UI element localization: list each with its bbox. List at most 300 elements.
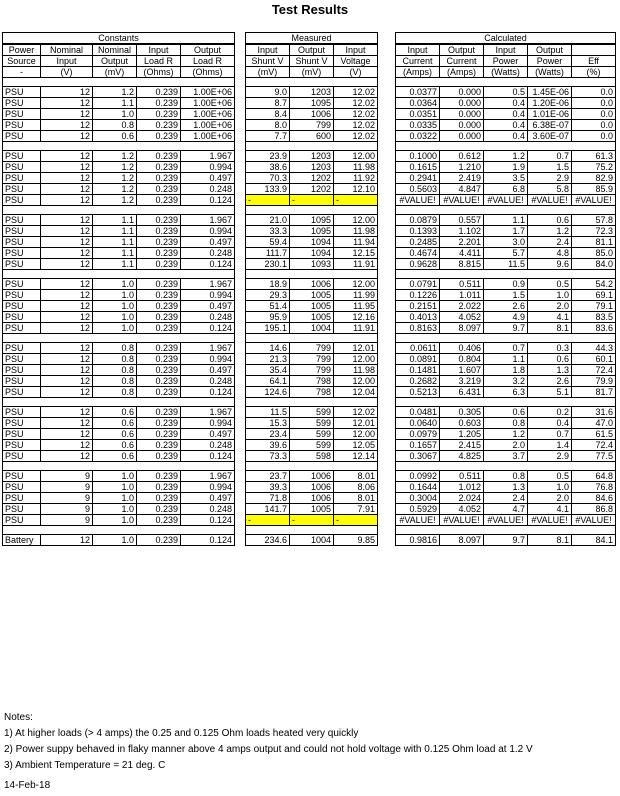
table-row [3, 376, 235, 387]
table-row [246, 515, 378, 526]
table-cell: PSU [3, 131, 41, 142]
table-row [396, 109, 616, 120]
table-row [396, 407, 616, 418]
table-cell: 1.2 [93, 195, 137, 206]
table-cell: 0.994 [181, 482, 235, 493]
table-cell: 12 [41, 173, 93, 184]
table-cell: 0.4 [484, 109, 528, 120]
table-cell: 12 [41, 259, 93, 270]
table-row [3, 301, 235, 312]
table-cell: 0.804 [440, 354, 484, 365]
table-cell: 799 [290, 365, 334, 376]
table-cell: 2.4 [484, 493, 528, 504]
column-header [572, 44, 616, 56]
table-cell: 0.0992 [396, 471, 440, 482]
spacer-row [246, 142, 378, 151]
table-cell: 6.3 [484, 387, 528, 398]
table-row [396, 162, 616, 173]
spacer-cell [396, 526, 616, 535]
table-cell: 0.497 [181, 429, 235, 440]
table-cell: 12.05 [334, 440, 378, 451]
table-cell: PSU [3, 323, 41, 334]
table-row [246, 237, 378, 248]
table-cell: 12 [41, 215, 93, 226]
table-cell: 1.0 [93, 535, 137, 546]
table-cell: 75.2 [572, 162, 616, 173]
table-cell: PSU [3, 184, 41, 195]
table-cell: 0.497 [181, 493, 235, 504]
table-cell: 12 [41, 323, 93, 334]
table-cell: 11.92 [334, 173, 378, 184]
table-cell: 76.8 [572, 482, 616, 493]
table-cell: 1094 [290, 248, 334, 259]
table-row [3, 515, 235, 526]
table-cell: 0.1393 [396, 226, 440, 237]
table-row [246, 151, 378, 162]
table-row [246, 354, 378, 365]
table-cell: #VALUE! [396, 195, 440, 206]
table-cell: Battery [3, 535, 41, 546]
table-cell: 12.10 [334, 184, 378, 195]
column-header: Current [440, 56, 484, 67]
table-row [3, 151, 235, 162]
column-header: Input [396, 44, 440, 56]
column-header: Input [484, 44, 528, 56]
table-cell: 0.248 [181, 312, 235, 323]
table-cell: 9 [41, 493, 93, 504]
table-cell: 21.0 [246, 215, 290, 226]
column-header: Output [93, 56, 137, 67]
column-header: (Ohms) [181, 67, 235, 78]
column-header: (Watts) [528, 67, 572, 78]
table-cell: 234.6 [246, 535, 290, 546]
table-cell: 0.6 [528, 354, 572, 365]
column-header: (%) [572, 67, 616, 78]
table-row [3, 120, 235, 131]
table-row [246, 493, 378, 504]
spacer-cell [246, 142, 378, 151]
table-cell: 18.9 [246, 279, 290, 290]
table-cell: PSU [3, 440, 41, 451]
table-row [3, 407, 235, 418]
table-cell: 3.60E-07 [528, 131, 572, 142]
table-cell: 12 [41, 131, 93, 142]
table-cell: 0.4 [484, 120, 528, 131]
table-cell: 2.9 [528, 173, 572, 184]
table-cell: 0.239 [137, 535, 181, 546]
table-row [396, 482, 616, 493]
table-cell: 133.9 [246, 184, 290, 195]
spacer-cell [246, 462, 378, 471]
table-cell: 6.8 [484, 184, 528, 195]
table-row [396, 120, 616, 131]
spacer-row [246, 462, 378, 471]
table-cell: PSU [3, 493, 41, 504]
table-cell: 0.248 [181, 376, 235, 387]
table-cell: 1.9 [484, 162, 528, 173]
table-cell: 4.411 [440, 248, 484, 259]
table-cell: 1.5 [528, 162, 572, 173]
table-cell: 2.201 [440, 237, 484, 248]
table-cell: 0.0 [572, 98, 616, 109]
table-cell: 83.6 [572, 323, 616, 334]
table-cell: 1202 [290, 173, 334, 184]
table-cell: 8.01 [334, 493, 378, 504]
table-row [246, 451, 378, 462]
table-row [3, 109, 235, 120]
spacer-row [396, 142, 616, 151]
table-cell: 0.0 [572, 109, 616, 120]
table-row [3, 237, 235, 248]
table-cell: 12 [41, 184, 93, 195]
table-cell: 124.6 [246, 387, 290, 398]
column-header: Nominal [41, 44, 93, 56]
table-cell: 29.3 [246, 290, 290, 301]
table-cell: 1.967 [181, 279, 235, 290]
table-cell: 12.00 [334, 354, 378, 365]
table-cell: 0.239 [137, 343, 181, 354]
table-cell: 0.5603 [396, 184, 440, 195]
spacer-row [246, 78, 378, 87]
table-cell: 1.0 [528, 290, 572, 301]
column-header: Load R [181, 56, 235, 67]
spacer-row [396, 526, 616, 535]
table-cell: 5.7 [484, 248, 528, 259]
spacer-cell [246, 78, 378, 87]
table-cell: 0.305 [440, 407, 484, 418]
table-cell: - [246, 195, 290, 206]
table-cell: PSU [3, 451, 41, 462]
table-cell: 8.1 [528, 535, 572, 546]
table-cell: 9 [41, 471, 93, 482]
table-cell: 61.5 [572, 429, 616, 440]
table-row [396, 279, 616, 290]
table-cell: 0.2151 [396, 301, 440, 312]
column-header: (Amps) [396, 67, 440, 78]
table-cell: - [290, 515, 334, 526]
table-row [3, 387, 235, 398]
table-cell: PSU [3, 471, 41, 482]
table-row [396, 376, 616, 387]
table-cell: 0.6 [93, 407, 137, 418]
table-row [396, 290, 616, 301]
table-row [246, 109, 378, 120]
table-cell: 0.5929 [396, 504, 440, 515]
note-3: 3) Ambient Temperature = 21 deg. C [4, 760, 166, 771]
table-row [246, 312, 378, 323]
table-row [396, 259, 616, 270]
table-cell: 1.0 [93, 323, 137, 334]
table-cell: 84.6 [572, 493, 616, 504]
table-cell: PSU [3, 301, 41, 312]
table-cell: 82.9 [572, 173, 616, 184]
table-cell: 0.8 [93, 120, 137, 131]
table-row [246, 343, 378, 354]
table-cell: 4.9 [484, 312, 528, 323]
table-cell: 0.6 [93, 131, 137, 142]
table-cell: 0.8 [93, 354, 137, 365]
table-cell: 0.0351 [396, 109, 440, 120]
table-cell: 1005 [290, 312, 334, 323]
table-cell: 600 [290, 131, 334, 142]
table-row [3, 535, 235, 546]
table-cell: 1.012 [440, 482, 484, 493]
header-row [3, 44, 235, 56]
table-cell: 0.9 [484, 279, 528, 290]
table-cell: 599 [290, 440, 334, 451]
table-cell: 0.0611 [396, 343, 440, 354]
table-cell: 0.0979 [396, 429, 440, 440]
table-cell: 0.000 [440, 109, 484, 120]
table-cell: 0.000 [440, 98, 484, 109]
table-cell: 9 [41, 482, 93, 493]
table-cell: 0.7 [528, 151, 572, 162]
table-cell: 230.1 [246, 259, 290, 270]
spacer-row [396, 270, 616, 279]
table-cell: 38.6 [246, 162, 290, 173]
column-header: Nominal [93, 44, 137, 56]
table-cell: 8.0 [246, 120, 290, 131]
column-header: Power [3, 44, 41, 56]
table-row [396, 354, 616, 365]
table-cell: 61.3 [572, 151, 616, 162]
table-cell: 21.3 [246, 354, 290, 365]
table-row [396, 535, 616, 546]
table-cell: #VALUE! [484, 515, 528, 526]
table-cell: 1.0 [93, 290, 137, 301]
table-cell: 0.994 [181, 354, 235, 365]
spacer-cell [396, 270, 616, 279]
header-row [246, 56, 378, 67]
table-cell: 12 [41, 109, 93, 120]
table-cell: 1.102 [440, 226, 484, 237]
table-row [246, 226, 378, 237]
table-cell: 84.0 [572, 259, 616, 270]
table-cell: 8.1 [528, 323, 572, 334]
table-cell: 1.967 [181, 215, 235, 226]
column-header: Output [290, 44, 334, 56]
table-cell: 0.124 [181, 535, 235, 546]
constants-table [2, 32, 235, 546]
table-cell: 0.248 [181, 504, 235, 515]
table-row [246, 429, 378, 440]
table-cell: 12.00 [334, 429, 378, 440]
table-cell: 141.7 [246, 504, 290, 515]
table-cell: 0.9816 [396, 535, 440, 546]
table-cell: 54.2 [572, 279, 616, 290]
table-cell: 12 [41, 151, 93, 162]
table-cell: 0.124 [181, 259, 235, 270]
table-row [246, 418, 378, 429]
spacer-row [3, 334, 235, 343]
table-cell: 0.8 [93, 387, 137, 398]
table-row [246, 387, 378, 398]
table-cell: 1.2 [93, 151, 137, 162]
table-cell: 0.511 [440, 279, 484, 290]
table-row [396, 312, 616, 323]
table-row [246, 248, 378, 259]
table-row [396, 418, 616, 429]
table-cell: 1005 [290, 301, 334, 312]
table-cell: 12 [41, 162, 93, 173]
table-cell: 1.967 [181, 151, 235, 162]
table-cell: 2.6 [484, 301, 528, 312]
page-title: Test Results [271, 2, 349, 17]
table-cell: 60.1 [572, 354, 616, 365]
table-cell: 1006 [290, 493, 334, 504]
table-cell: 0.239 [137, 279, 181, 290]
column-header: Shunt V [246, 56, 290, 67]
table-cell: 11.98 [334, 226, 378, 237]
table-row [396, 237, 616, 248]
table-cell: 0.239 [137, 87, 181, 98]
header-row [246, 67, 378, 78]
table-cell: 1.2 [93, 162, 137, 173]
table-cell: 12 [41, 237, 93, 248]
spacer-cell [396, 206, 616, 215]
table-cell: 6.38E-07 [528, 120, 572, 131]
table-cell: 0.2485 [396, 237, 440, 248]
table-cell: 0.612 [440, 151, 484, 162]
table-cell: 0.239 [137, 301, 181, 312]
table-cell: 0.2 [528, 407, 572, 418]
table-cell: 0.497 [181, 173, 235, 184]
table-row [3, 482, 235, 493]
table-cell: 0.239 [137, 226, 181, 237]
column-header: Output [440, 44, 484, 56]
table-cell: 3.7 [484, 451, 528, 462]
table-row [246, 131, 378, 142]
table-cell: 0.4013 [396, 312, 440, 323]
table-cell: PSU [3, 109, 41, 120]
table-cell: 1.607 [440, 365, 484, 376]
table-cell: 798 [290, 376, 334, 387]
spacer-row [3, 78, 235, 87]
table-cell: PSU [3, 504, 41, 515]
spacer-cell [246, 270, 378, 279]
table-cell: #VALUE! [484, 195, 528, 206]
table-cell: 599 [290, 418, 334, 429]
table-cell: 0.239 [137, 120, 181, 131]
table-cell: 4.8 [528, 248, 572, 259]
table-cell: 1006 [290, 109, 334, 120]
table-row [246, 87, 378, 98]
table-cell: 599 [290, 429, 334, 440]
table-cell: 1.0 [93, 493, 137, 504]
table-cell: 1.20E-06 [528, 98, 572, 109]
table-row [396, 323, 616, 334]
column-header: (mV) [290, 67, 334, 78]
table-cell: #VALUE! [396, 515, 440, 526]
spacer-row [3, 462, 235, 471]
table-cell: 1.01E-06 [528, 109, 572, 120]
table-cell: 0.6 [93, 451, 137, 462]
table-cell: 1.00E+06 [181, 87, 235, 98]
table-cell: PSU [3, 343, 41, 354]
column-header: (V) [334, 67, 378, 78]
table-cell: 0.8 [93, 343, 137, 354]
table-cell: PSU [3, 151, 41, 162]
table-row [396, 195, 616, 206]
table-cell: 1095 [290, 98, 334, 109]
table-cell: 0.124 [181, 515, 235, 526]
table-cell: 0.239 [137, 471, 181, 482]
table-row [3, 365, 235, 376]
header-row [3, 67, 235, 78]
table-cell: 799 [290, 354, 334, 365]
column-header: Input [137, 44, 181, 56]
table-cell: 0.5 [528, 279, 572, 290]
table-row [246, 376, 378, 387]
table-cell: 0.6 [93, 429, 137, 440]
spacer-row [396, 206, 616, 215]
table-cell: 1005 [290, 504, 334, 515]
section-title-row [246, 33, 378, 45]
table-cell: 0.8 [484, 471, 528, 482]
spacer-row [396, 462, 616, 471]
table-cell: 2.0 [528, 301, 572, 312]
table-cell: 0.0322 [396, 131, 440, 142]
table-cell: 12 [41, 195, 93, 206]
table-cell: 1.00E+06 [181, 120, 235, 131]
table-row [246, 301, 378, 312]
table-cell: 4.052 [440, 504, 484, 515]
table-cell: 1.967 [181, 471, 235, 482]
table-cell: 0.000 [440, 87, 484, 98]
table-cell: 9.7 [484, 323, 528, 334]
table-cell: 799 [290, 343, 334, 354]
measured-section-title: Measured [246, 33, 378, 45]
table-cell: #VALUE! [572, 515, 616, 526]
table-cell: 12.04 [334, 387, 378, 398]
table-cell: 0.0891 [396, 354, 440, 365]
table-cell: 0.2682 [396, 376, 440, 387]
table-cell: 1.3 [484, 482, 528, 493]
spacer-cell [246, 398, 378, 407]
table-cell: 0.8 [93, 365, 137, 376]
calculated-section-title: Calculated [396, 33, 616, 45]
table-cell: 51.4 [246, 301, 290, 312]
column-header: Input [246, 44, 290, 56]
table-cell: 1006 [290, 279, 334, 290]
table-cell: 8.815 [440, 259, 484, 270]
spacer-cell [3, 270, 235, 279]
table-cell: 12 [41, 87, 93, 98]
table-cell: 2.419 [440, 173, 484, 184]
table-cell: 4.847 [440, 184, 484, 195]
table-cell: 1.967 [181, 343, 235, 354]
table-cell: 0.994 [181, 162, 235, 173]
table-cell: 2.0 [528, 493, 572, 504]
table-cell: - [246, 515, 290, 526]
table-cell: 0.0879 [396, 215, 440, 226]
table-cell: 8.097 [440, 323, 484, 334]
table-cell: 81.1 [572, 237, 616, 248]
table-cell: 12 [41, 279, 93, 290]
table-cell: 195.1 [246, 323, 290, 334]
table-cell: 11.98 [334, 162, 378, 173]
table-cell: 0.4674 [396, 248, 440, 259]
spacer-row [246, 398, 378, 407]
table-cell: 0.3 [528, 343, 572, 354]
table-cell: 0.239 [137, 215, 181, 226]
table-cell: 0.5 [484, 87, 528, 98]
table-row [246, 98, 378, 109]
table-cell: PSU [3, 226, 41, 237]
table-cell: 39.6 [246, 440, 290, 451]
table-row [246, 120, 378, 131]
table-row [3, 195, 235, 206]
